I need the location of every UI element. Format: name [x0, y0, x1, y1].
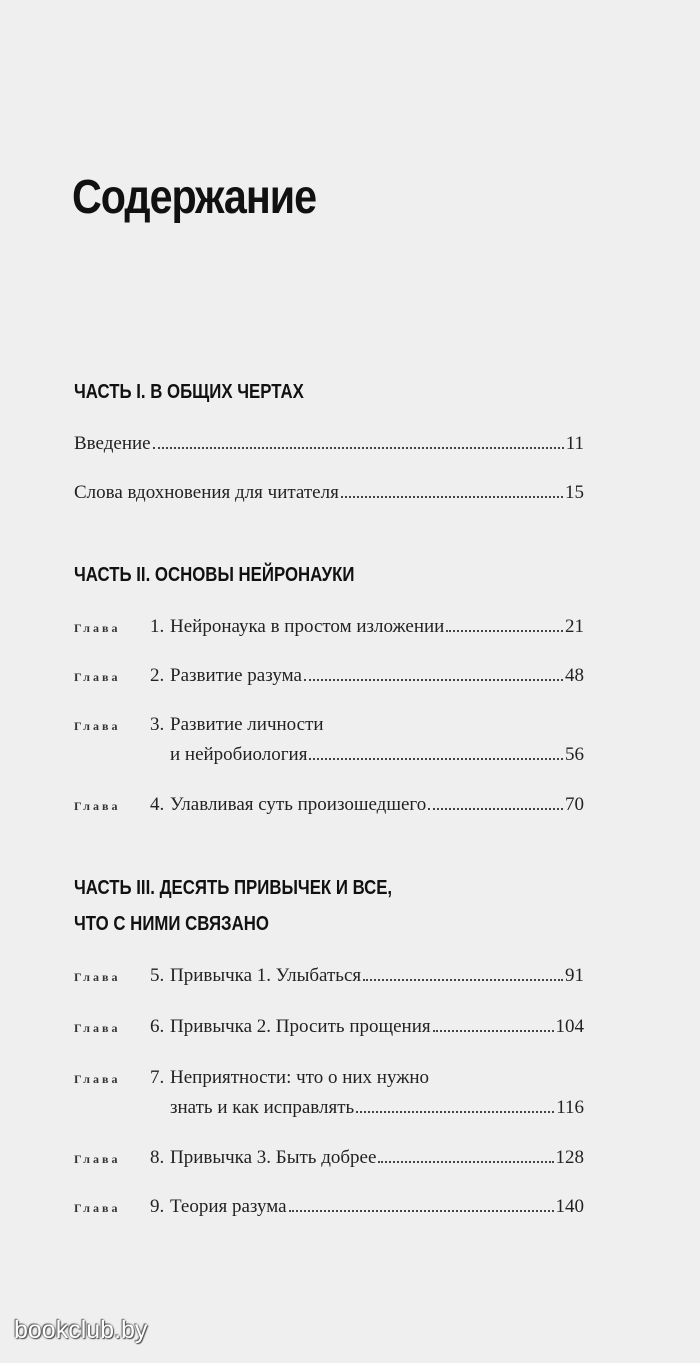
dot-leader — [304, 679, 563, 681]
chapter-word: Глава — [74, 670, 121, 684]
part-heading-2 — [74, 557, 354, 593]
chapter-word: Глава — [74, 719, 121, 733]
toc-page-number: 70 — [565, 794, 584, 815]
chapter-word: Глава — [74, 621, 121, 635]
dot-leader — [309, 758, 563, 760]
toc-entry-title-continued: знать и как исправлять — [170, 1097, 355, 1118]
toc-entry-chapter-1[interactable] — [74, 612, 584, 642]
chapter-word: Глава — [74, 1201, 121, 1215]
page-title: Содержание — [72, 171, 316, 224]
chapter-number: 7. — [150, 1067, 165, 1088]
toc-entry-chapter-6[interactable] — [74, 1012, 584, 1042]
part-label-line: ЧАСТЬ III. ДЕСЯТЬ ПРИВЫЧЕК И ВСЕ, — [74, 877, 393, 899]
toc-entry-title: Привычка 3. Быть добрее — [170, 1147, 377, 1168]
toc-entry-chapter-8[interactable] — [74, 1143, 584, 1173]
chapter-number: 2. — [150, 665, 165, 686]
dot-leader — [356, 1111, 554, 1113]
toc-entry-title: Улавливая суть произошедшего — [170, 794, 427, 815]
chapter-number: 4. — [150, 794, 165, 815]
part-label-line: ЧТО С НИМИ СВЯЗАНО — [74, 913, 269, 935]
part-heading-1 — [74, 374, 304, 410]
toc-entry-chapter-9[interactable] — [74, 1192, 584, 1222]
toc-page-number: 15 — [565, 482, 584, 503]
toc-page-number: 48 — [565, 665, 584, 686]
toc-page-number: 128 — [555, 1147, 584, 1168]
chapter-number: 1. — [150, 616, 165, 637]
toc-entry-title-continued: и нейробиология — [170, 744, 308, 765]
dot-leader — [433, 1030, 554, 1032]
toc-entry-chapter-5[interactable] — [74, 961, 584, 991]
part-heading-3 — [74, 870, 392, 942]
chapter-word: Глава — [74, 970, 121, 984]
dot-leader — [289, 1210, 554, 1212]
dot-leader — [153, 447, 564, 449]
toc-entry-title: Слова вдохновения для читателя — [74, 482, 339, 503]
chapter-number: 8. — [150, 1147, 165, 1168]
toc-page-number: 116 — [556, 1097, 584, 1118]
chapter-number: 5. — [150, 965, 165, 986]
toc-entry-intro[interactable] — [74, 429, 584, 459]
toc-page-number: 21 — [565, 616, 584, 637]
toc-entry-title: Нейронаука в простом изложении — [170, 616, 445, 637]
chapter-word: Глава — [74, 799, 121, 813]
toc-page-number: 104 — [555, 1016, 584, 1037]
dot-leader — [341, 496, 563, 498]
toc-entry-inspiration[interactable] — [74, 478, 584, 508]
dot-leader — [363, 979, 563, 981]
chapter-word: Глава — [74, 1021, 121, 1035]
chapter-number: 9. — [150, 1196, 165, 1217]
toc-entry-title: Неприятности: что о них нужно — [170, 1067, 430, 1088]
chapter-number: 6. — [150, 1016, 165, 1037]
toc-entry-title: Привычка 2. Просить прощения — [170, 1016, 431, 1037]
toc-entry-chapter-4[interactable] — [74, 790, 584, 820]
toc-entry-title: Введение — [74, 433, 151, 454]
toc-page-number: 56 — [565, 744, 584, 765]
toc-entry-chapter-2[interactable] — [74, 661, 584, 691]
toc-entry-chapter-7[interactable] — [74, 1063, 584, 1123]
part-label-line: ЧАСТЬ I. В ОБЩИХ ЧЕРТАХ — [74, 381, 304, 403]
dot-leader — [378, 1161, 553, 1163]
watermark: bookclub.by — [14, 1316, 148, 1344]
toc-entry-title: Привычка 1. Улыбаться — [170, 965, 362, 986]
chapter-word: Глава — [74, 1152, 121, 1166]
toc-page-number: 11 — [565, 433, 584, 454]
toc-page-number: 140 — [555, 1196, 584, 1217]
toc-entry-chapter-3[interactable] — [74, 710, 584, 770]
dot-leader — [428, 808, 563, 810]
dot-leader — [446, 630, 563, 632]
toc-entry-title: Развитие разума — [170, 665, 302, 686]
toc-page-number: 91 — [565, 965, 584, 986]
toc-entry-title: Развитие личности — [170, 714, 324, 735]
part-label-line: ЧАСТЬ II. ОСНОВЫ НЕЙРОНАУКИ — [74, 564, 355, 586]
toc-entry-title: Теория разума — [170, 1196, 287, 1217]
chapter-number: 3. — [150, 714, 165, 735]
chapter-word: Глава — [74, 1072, 121, 1086]
